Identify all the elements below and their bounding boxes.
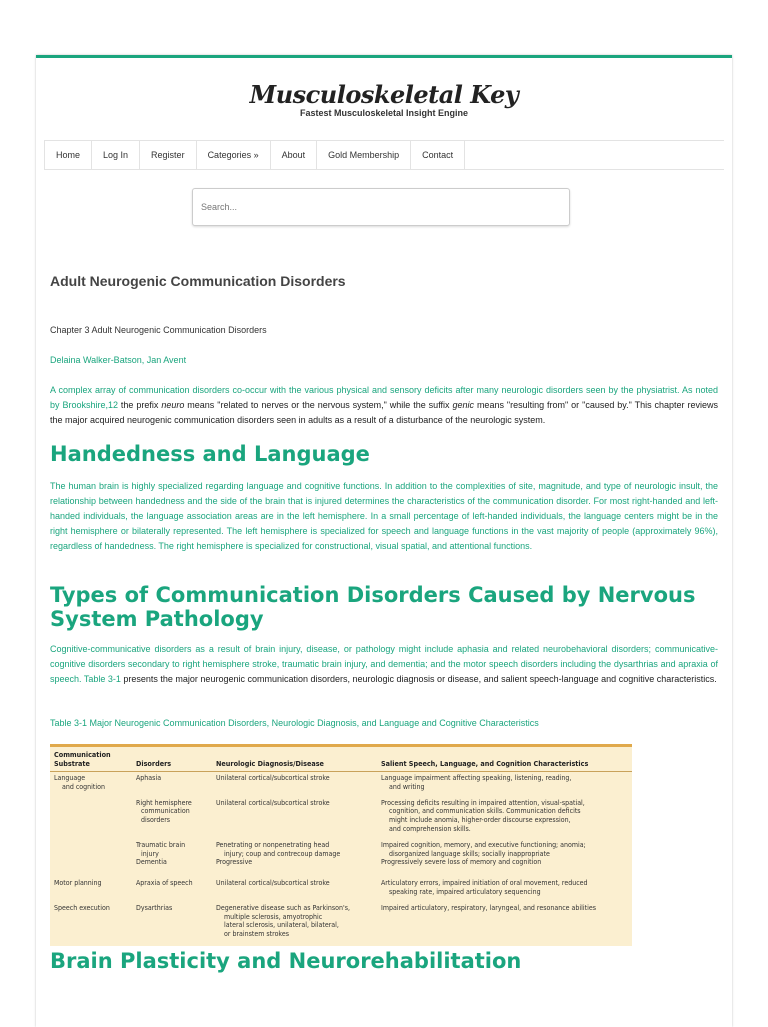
table-row: [50, 772, 632, 797]
table-row: [50, 797, 632, 839]
intro-text-1: A complex array of communication disorders co-occur with the various physical and sensory deficits after many neurologic disorders seen by the physiatrist. As noted by Brookshire,12: [50, 385, 718, 410]
table-figure: [50, 744, 632, 946]
cell-text: Language impairment affecting speaking, listening, reading,: [381, 774, 572, 782]
table-row: [50, 839, 632, 859]
cell-text: and comprehension skills.: [389, 824, 471, 833]
cell-text: communication: [141, 807, 190, 816]
chapter-label: Chapter 3 Adult Neurogenic Communication Disorders: [50, 325, 267, 335]
cell-text: Traumatic brain: [136, 840, 186, 849]
handedness-paragraph: The human brain is highly specialized regarding language and cognitive functions. In addition to the complexities of site, magnitude, and type of neurologic insult, the relationship between handedness and the side of the brain that is injured determines the characteristics of the communication disorder. For most right-handed and left-handed individuals, the language association areas are in the left hemisphere. In a small percentage of left-handed individuals, the language centers might be in the right hemisphere or bilaterally represented. The left hemisphere is specialized for speech and language functions in the vast majority of people (approximately 96%), regardless of handedness. The right hemisphere is specialized for constructional, visual spatial, and attentional functions.: [50, 481, 718, 551]
cell-characteristics: Impaired articulatory, respiratory, laryngeal, and resonance abilities: [381, 903, 597, 912]
cell-text: disorganized language skills; socially inappropriate: [389, 849, 550, 858]
cell-characteristics: [377, 877, 632, 902]
cell-substrate: [50, 858, 132, 877]
intro-paragraph: [50, 383, 718, 428]
cell-substrate: [50, 797, 132, 839]
site-tagline: Fastest Musculoskeletal Insight Engine: [299, 108, 469, 118]
header-substrate-line1: Communication: [54, 750, 111, 759]
cell-substrate: Speech execution: [54, 903, 110, 912]
cell-text: injury; coup and contrecoup damage: [224, 849, 341, 858]
cell-text: Language: [54, 774, 86, 782]
article-title: Adult Neurogenic Communication Disorders: [50, 273, 346, 289]
cell-characteristics: [377, 772, 632, 797]
types-text-b: presents the major neurogenic communication disorders, neurologic diagnosis or disease, and salient speech-language and cognitive characteristics.: [120, 674, 717, 684]
cell-text: cognition, and communication skills. Communication deficits: [389, 807, 581, 816]
intro-text-4: means "resulting from" or "caused by." This chapter reviews the major acquired neurogenic communication disorders seen in adults as a result of a disturbance of the neurologic system.: [50, 400, 718, 425]
header-substrate: [50, 747, 132, 772]
intro-text-3: means "related to nerves or the nervous system," while the suffix: [184, 400, 453, 410]
nav-item-register[interactable]: Register: [139, 141, 196, 169]
nav-item-contact[interactable]: Contact: [410, 141, 465, 169]
cell-disorder: Dementia: [136, 858, 167, 867]
nav-item-log-in[interactable]: Log In: [91, 141, 139, 169]
cell-substrate: [50, 772, 132, 797]
cell-text: or brainstem strokes: [224, 930, 289, 939]
cell-disorder: [132, 839, 212, 859]
nav-item-gold-membership[interactable]: Gold Membership: [316, 141, 410, 169]
cell-diagnosis: Unilateral cortical/subcortical stroke: [216, 774, 330, 782]
nav-item-about[interactable]: About: [270, 141, 317, 169]
header-disorders: Disorders: [132, 747, 212, 772]
header-diagnosis: Neurologic Diagnosis/Disease: [212, 747, 377, 772]
cell-text: injury: [141, 849, 159, 858]
header-characteristics: Salient Speech, Language, and Cognition Characteristics: [377, 747, 632, 772]
table-row: [50, 877, 632, 902]
table-row: [50, 858, 632, 877]
cell-disorder: [132, 797, 212, 839]
cell-text: speaking rate, impaired articulatory sequencing: [389, 887, 541, 896]
cell-text: Penetrating or nonpenetrating head: [216, 840, 330, 849]
page-container: [36, 55, 732, 1027]
nav-item-categories[interactable]: Categories »: [196, 141, 270, 169]
cell-text: might include anomia, higher-order discourse expression,: [389, 816, 571, 825]
cell-diagnosis: [212, 839, 377, 859]
cell-text: and writing: [389, 782, 425, 791]
search-input[interactable]: [192, 188, 570, 226]
cell-characteristics: Progressively severe loss of memory and cognition: [381, 858, 542, 867]
authors-link[interactable]: Delaina Walker-Batson, Jan Avent: [50, 355, 187, 365]
cell-text: Impaired cognition, memory, and executive functioning; anomia;: [381, 840, 586, 849]
intro-term-neuro: neuro: [161, 400, 185, 410]
disorders-table: [50, 747, 632, 944]
cell-text: disorders: [141, 816, 171, 825]
cell-text: Processing deficits resulting in impaired attention, visual-spatial,: [381, 798, 585, 807]
cell-substrate: [50, 839, 132, 859]
intro-text-2: the prefix: [117, 400, 162, 410]
header-substrate-line2: Substrate: [54, 759, 90, 768]
cell-text: Right hemisphere: [136, 798, 192, 807]
cell-text: multiple sclerosis, amyotrophic: [224, 912, 323, 921]
cell-disorder: Dysarthrias: [136, 903, 173, 912]
table-caption[interactable]: Table 3-1 Major Neurogenic Communication Disorders, Neurologic Diagnosis, and Language and Cognitive Characteristics: [50, 718, 539, 728]
table-header-row: [50, 747, 632, 772]
table-row: [50, 902, 632, 944]
cell-text: Articulatory errors, impaired initiation of oral movement, reduced: [381, 879, 588, 888]
cell-diagnosis: [212, 902, 377, 944]
cell-diagnosis: Unilateral cortical/subcortical stroke: [216, 798, 330, 807]
heading-handedness: Handedness and Language: [50, 442, 370, 466]
site-logo-title[interactable]: Musculoskeletal Key: [249, 80, 519, 109]
heading-types-of-disorders: Types of Communication Disorders Caused by Nervous System Pathology: [50, 583, 696, 631]
cell-characteristics: [377, 839, 632, 859]
main-nav: [44, 140, 724, 170]
cell-text: lateral sclerosis, unilateral, bilateral,: [224, 921, 339, 930]
cell-diagnosis: Unilateral cortical/subcortical stroke: [216, 879, 330, 888]
cell-substrate: Motor planning: [54, 879, 102, 888]
nav-item-home[interactable]: Home: [44, 141, 91, 169]
types-paragraph: [50, 642, 718, 687]
cell-diagnosis: Progressive: [216, 858, 253, 867]
intro-term-genic: genic: [452, 400, 474, 410]
cell-disorder: Apraxia of speech: [136, 879, 193, 888]
cell-text: Degenerative disease such as Parkinson's,: [216, 903, 350, 912]
cell-characteristics: [377, 797, 632, 839]
types-text-a: Cognitive-communicative disorders as a result of brain injury, disease, or pathology might include aphasia and related neurobehavioral disorders; communicative-cognitive disorders secondary to right hemisphere stroke, traumatic brain injury, and dementia; and the motor speech disorders including the dysarthrias and apraxia of speech. Table 3-1: [50, 644, 718, 684]
heading-brain-plasticity: Brain Plasticity and Neurorehabilitation: [50, 949, 522, 973]
cell-text: and cognition: [62, 782, 105, 791]
cell-disorder: Aphasia: [136, 774, 162, 782]
